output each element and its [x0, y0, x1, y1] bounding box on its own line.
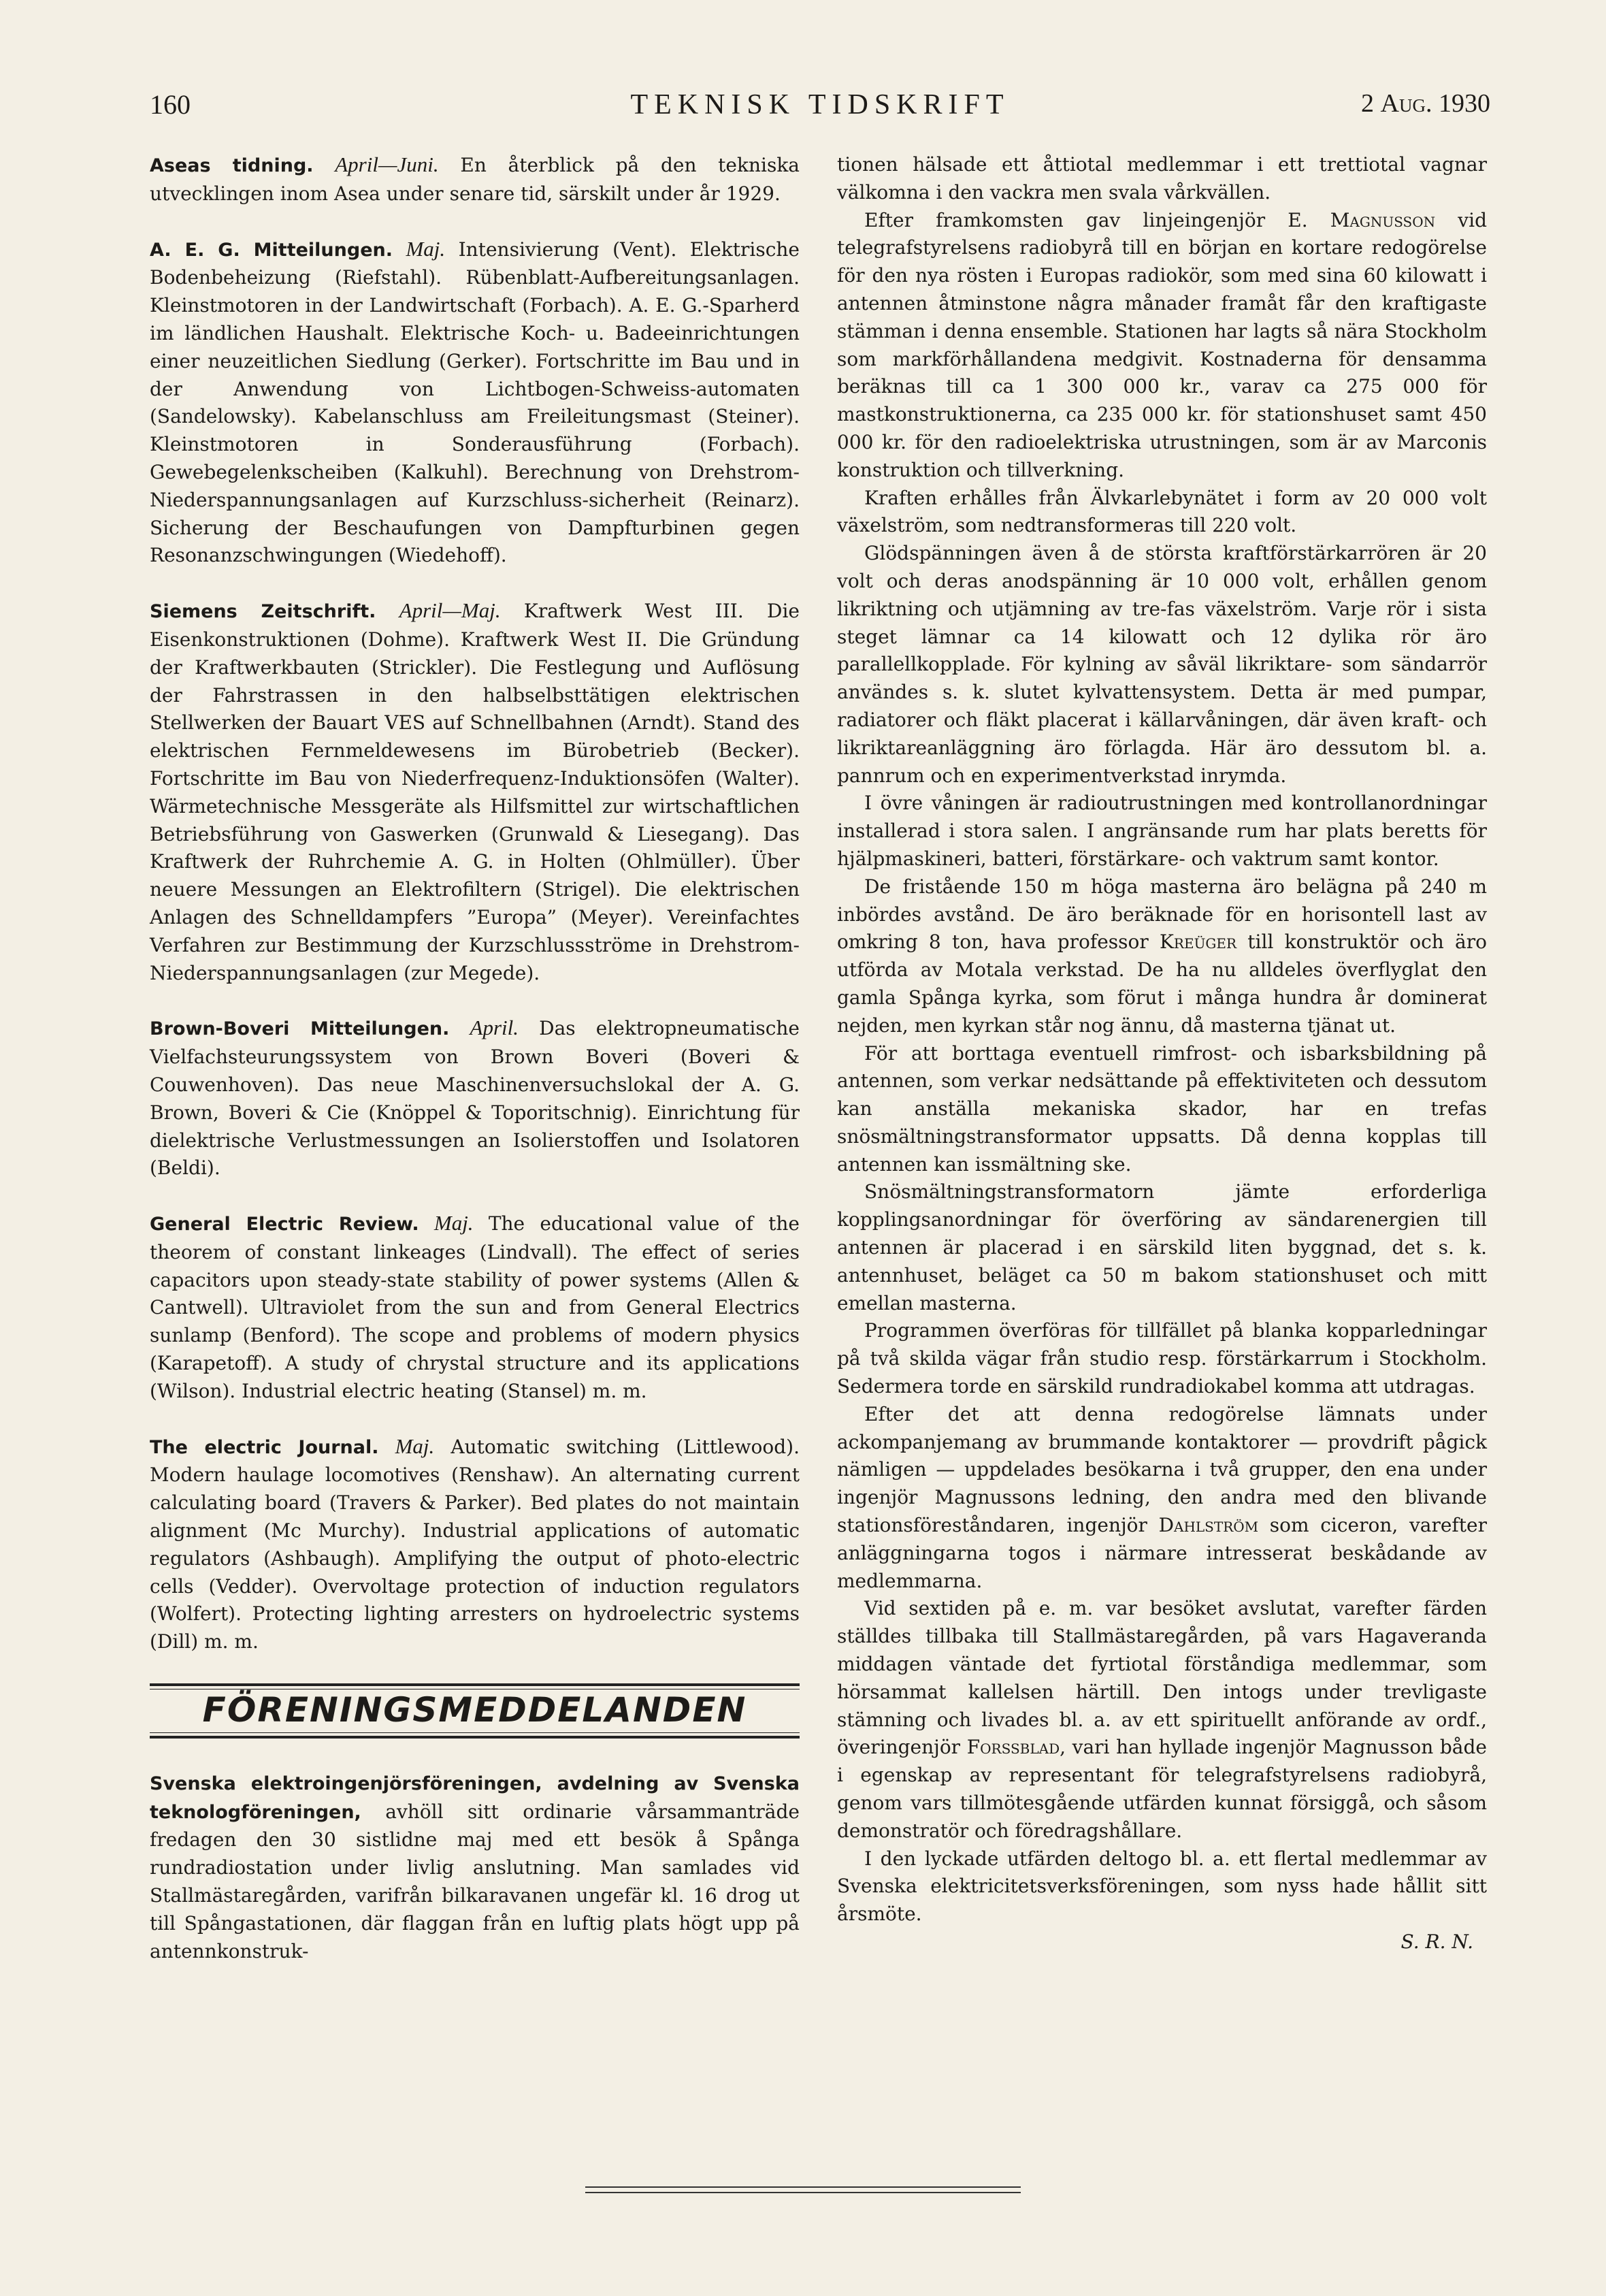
entry-months: April—Maj. — [399, 598, 501, 623]
paragraph-text: som ciceron, varefter anläggningarna togos i närmare intresserat beskådande av medlemmarna. — [837, 1514, 1487, 1592]
entry-body: Automatic switching (Littlewood). Modern haulage locomotives (Renshaw). An alternating current calculating board (Travers & Parker). Bed plates do not maintain alignment (Mc Murchy). Industrial applications of automatic regulators (Ashbaugh). Amplifying the output of photo-electric cells (Vedder). Overvoltage protection of induction regulators (Wolfert). Protecting lighting arresters on hydroelectric systems (Dill) m. m. — [150, 1435, 800, 1653]
society-body: avhöll sitt ordinarie vårsammanträde fredagen den 30 sistlidne maj med ett besök å Spånga rundradiostation under livlig anslutning. Man samlades vid Stallmästaregården, varifrån bilkaravanen ungefär kl. 16 drog ut till Spångastationen, där flaggan från en luftig plats högt upp på antennkonstruk- — [150, 1800, 800, 1962]
paragraph-text: Vid sextiden på e. m. var besöket avslutat, varefter färden ställdes tillbaka till Stallmästaregården, på vars Hagaveranda middagen väntade det fyrtiotal förståndiga medlemmar, som hörsammat kallelsen härtill. Den intogs under trevligaste stämning och livades bl. a. av ett spirituellt anförande av ordf., överingenjör — [837, 1597, 1487, 1759]
paragraph: tionen hälsade ett åttiotal medlemmar i ett trettiotal vagnar välkomna i den vackra men svala vårkvällen. — [837, 153, 1487, 204]
page-number: 160 — [150, 89, 191, 120]
right-column — [837, 151, 1487, 1956]
journal-title: TEKNISK TIDSKRIFT — [630, 89, 1010, 120]
person-name: Forssblad — [966, 1736, 1060, 1759]
end-rule-divider — [585, 2186, 1021, 2193]
left-column — [150, 151, 800, 1965]
entry-months: Maj. — [395, 1434, 435, 1458]
person-name: Magnusson — [1330, 208, 1436, 231]
paragraph-text: , vari han hyllade ingenjör Magnusson både i egenskap av representant för telegrafstyrelsens radiobyrå, genom vars tillmötesgående utfärden kunnat försiggå, och såsom demonstratör och föredragshållare. — [837, 1736, 1487, 1842]
entry-months: April—Juni. — [335, 152, 439, 176]
paragraph-text: De fristående 150 m höga masterna äro belägna på 240 m inbördes avstånd. De äro beräknade för en horisontell last av omkring 8 ton, hava professor — [837, 875, 1487, 954]
entry-heading: General Electric Review. — [150, 1214, 419, 1235]
paragraph: Programmen överföras för tillfället på blanka kopparledningar på två skilda vägar från studio resp. förstärkarrum i Stockholm. Sedermera torde en särskild rundradiokabel komma att utdragas. — [837, 1319, 1487, 1398]
section-banner-title: FÖRENINGSMEDDELANDEN — [150, 1689, 800, 1733]
entry-heading: A. E. G. Mitteilungen. — [150, 239, 393, 261]
issue-date-day: 2 — [1361, 89, 1375, 118]
author-signature: S. R. N. — [1400, 1930, 1473, 1953]
paragraph: I den lyckade utfärden deltogo bl. a. ett flertal medlemmar av Svenska elektricitetsverksföreningen, som nyss hade hållit sitt årsmöte. — [837, 1847, 1487, 1926]
journal-entry-brown-boveri — [150, 1014, 800, 1182]
paragraph — [837, 873, 1487, 1040]
entry-heading: Brown-Boveri Mitteilungen. — [150, 1018, 450, 1040]
issue-date-year: 1930 — [1439, 89, 1490, 118]
paragraph — [837, 1595, 1487, 1845]
paragraph — [837, 1401, 1487, 1596]
issue-date — [1361, 88, 1490, 118]
society-heading: Svenska elektroingenjörsföreningen, avdelning av Svenska teknologföreningen, — [150, 1773, 800, 1823]
journal-entry-general-electric — [150, 1210, 800, 1406]
journal-entry-electric-journal — [150, 1433, 800, 1656]
paragraph-text: Efter det att denna redogörelse lämnats under ackompanjemang av brummande kontaktorer — provdrift pågick nämligen — uppdelades besökarna i två grupper, den ena under ingenjör Magnussons ledning, den andra med den blivande stationsföreståndaren, ingenjör — [837, 1402, 1487, 1537]
issue-date-month: Aug. — [1380, 89, 1432, 118]
paragraph: Glödspänningen även å de största kraftförstärkarrören är 20 volt och deras anodspänning är 10 000 volt, erhållen genom likriktning och utjämning av tre-fas växelström. Varje rör i sista steget lämnar ca 14 kilowatt och 12 dylika rör äro parallellkopplade. För kylning av såväl likriktare- som sändarrör användes s. k. slutet kylvattensystem. Detta är med pumpar, radiatorer och fläkt placerat i källarvåningen, där även kraft- och likriktareanläggning äro förlagda. Här äro dessutom bl. a. pannrum och en experimentverkstad inrymda. — [837, 542, 1487, 787]
entry-months: Maj. — [433, 1211, 474, 1235]
paragraph-text: Efter framkomsten gav linjeingenjör E. — [864, 208, 1330, 231]
entry-heading: The electric Journal. — [150, 1436, 379, 1458]
section-banner — [150, 1683, 800, 1739]
paragraph: Kraften erhålles från Älvkarlebynätet i form av 20 000 volt växelström, som nedtransformeras till 220 volt. — [837, 486, 1487, 537]
paragraph: Snösmältningstransformatorn jämte erforderliga kopplingsanordningar för överföring av sändarenergien till antennen är placerad i en särskild liten byggnad, det s. k. antennhuset, beläget ca 50 m bakom stationshuset och mitt emellan masterna. — [837, 1180, 1487, 1314]
paragraph-text: vid telegrafstyrelsens radiobyrå till en början en kortare redogörelse för den nya rösten i Europas radiokör, som med sina 60 kilowatt i antennen åtminstone några månader framåt får den kraftigaste stämman i denna ensemble. Stationen har lagts så nära Stockholm som markförhållandena medgivit. Kostnaderna för densamma beräknas till ca 1 300 000 kr., varav ca 275 000 för mastkonstruktionerna, ca 235 000 kr. för stationshuset samt 450 000 kr. för den radioelektriska utrustningen, som är av Marconis konstruktion och tillverkning. — [837, 208, 1487, 481]
entry-months: April. — [470, 1016, 519, 1040]
entry-body: Kraftwerk West III. Die Eisenkonstruktionen (Dohme). Kraftwerk West II. Die Gründung der Kraftwerkbauten (Strickler). Die Festlegung und Auflösung der Fahrstrassen in den halbselbsttätigen elektrischen Stellwerken der Bauart VES auf Schnellbahnen (Arndt). Stand des elektrischen Fernmeldewesens im Bürobetrieb (Becker). Fortschritte im Bau von Niederfrequenz-Induktionsöfen (Walter). Wärmetechnische Messgeräte als Hilfsmittel zur wirtschaftlichen Betriebsführung von Gaswerken (Grunwald & Liesegang). Das Kraftwerk der Ruhrchemie A. G. in Holten (Ohlmüller). Über neuere Messungen an Elektrofiltern (Strigel). Die elektrischen Anlagen des Schnelldampfers ”Europa” (Meyer). Vereinfachtes Verfahren zur Bestimmung der Kurzschlussströme in Drehstrom-Niederspannungsanlagen (zur Megede). — [150, 600, 800, 984]
person-name: Dahlström — [1158, 1514, 1259, 1537]
paragraph-text: till konstruktör och äro utförda av Motala verkstad. De ha nu alldeles överflyglat den gamla Spånga kyrka, som förut i många hundra år dominerat nejden, men kyrkan står nog ännu, då masterna tjänat ut. — [837, 931, 1487, 1037]
journal-entry-aeg — [150, 236, 800, 570]
entry-heading: Aseas tidning. — [150, 155, 314, 176]
entry-body: Intensivierung (Vent). Elektrische Bodenbeheizung (Riefstahl). Rübenblatt-Aufbereitungsanlagen. Kleinstmotoren in der Landwirtschaft (Forbach). A. E. G.-Sparherd im ländlichen Haushalt. Elektrische Koch- u. Badeeinrichtungen einer neuzeitlichen Siedlung (Gerker). Fortschritte im Bau und in der Anwendung von Lichtbogen-Schweiss-automaten (Sandelowsky). Kabelanschluss am Freileitungsmast (Steiner). Kleinstmotoren in Sonderausführung (Forbach). Gewebegelenkscheiben (Kalkuhl). Berechnung von Drehstrom-Niederspannungsanlagen auf Kurzschluss-sicherheit (Reinarz). Sicherung der Beschaufungen von Dampfturbinen gegen Resonanzschwingungen (Wiedehoff). — [150, 238, 800, 567]
entry-heading: Siemens Zeitschrift. — [150, 601, 376, 623]
paragraph: För att borttaga eventuell rimfrost- och isbarksbildning på antennen, som verkar nedsättande på effektiviteten och dessutom kan anställa mekaniska skador, har en trefas snösmältningstransformator uppsatts. Då denna kopplas till antennen kan issmältning ske. — [837, 1041, 1487, 1176]
entry-body: The educational value of the theorem of constant linkeages (Lindvall). The effect of series capacitors upon steady-state stability of power systems (Allen & Cantwell). Ultraviolet from the sun and from General Electrics sunlamp (Benford). The scope and problems of modern physics (Karapetoff). A study of chrystal structure and its applications (Wilson). Industrial electric heating (Stansel) m. m. — [150, 1212, 800, 1402]
running-header — [150, 88, 1490, 129]
society-notice — [150, 1770, 800, 1966]
entry-body: Das elektropneumatische Vielfachsteurungssystem von Brown Boveri (Boveri & Couwenhoven). Das neue Maschinenversuchslokal der A. G. Brown, Boveri & Cie (Knöppel & Toporitschnig). Einrichtung für dielektrische Verlustmessungen an Isolierstoffen und Isolatoren (Beldi). — [150, 1017, 800, 1180]
entry-body: En återblick på den tekniska utvecklingen inom Asea under senare tid, särskilt under år 1929. — [150, 154, 800, 205]
journal-entry-asea — [150, 151, 800, 208]
journal-entry-siemens — [150, 597, 800, 987]
person-name: Kreüger — [1160, 931, 1237, 954]
entry-months: Maj. — [406, 236, 446, 261]
paragraph: I övre våningen är radioutrustningen med kontrollanordningar installerad i stora salen. I angränsande rum har plats beretts för hjälpmaskineri, batteri, förstärkare- och vaktrum samt kontor. — [837, 792, 1487, 870]
paragraph — [837, 207, 1487, 485]
